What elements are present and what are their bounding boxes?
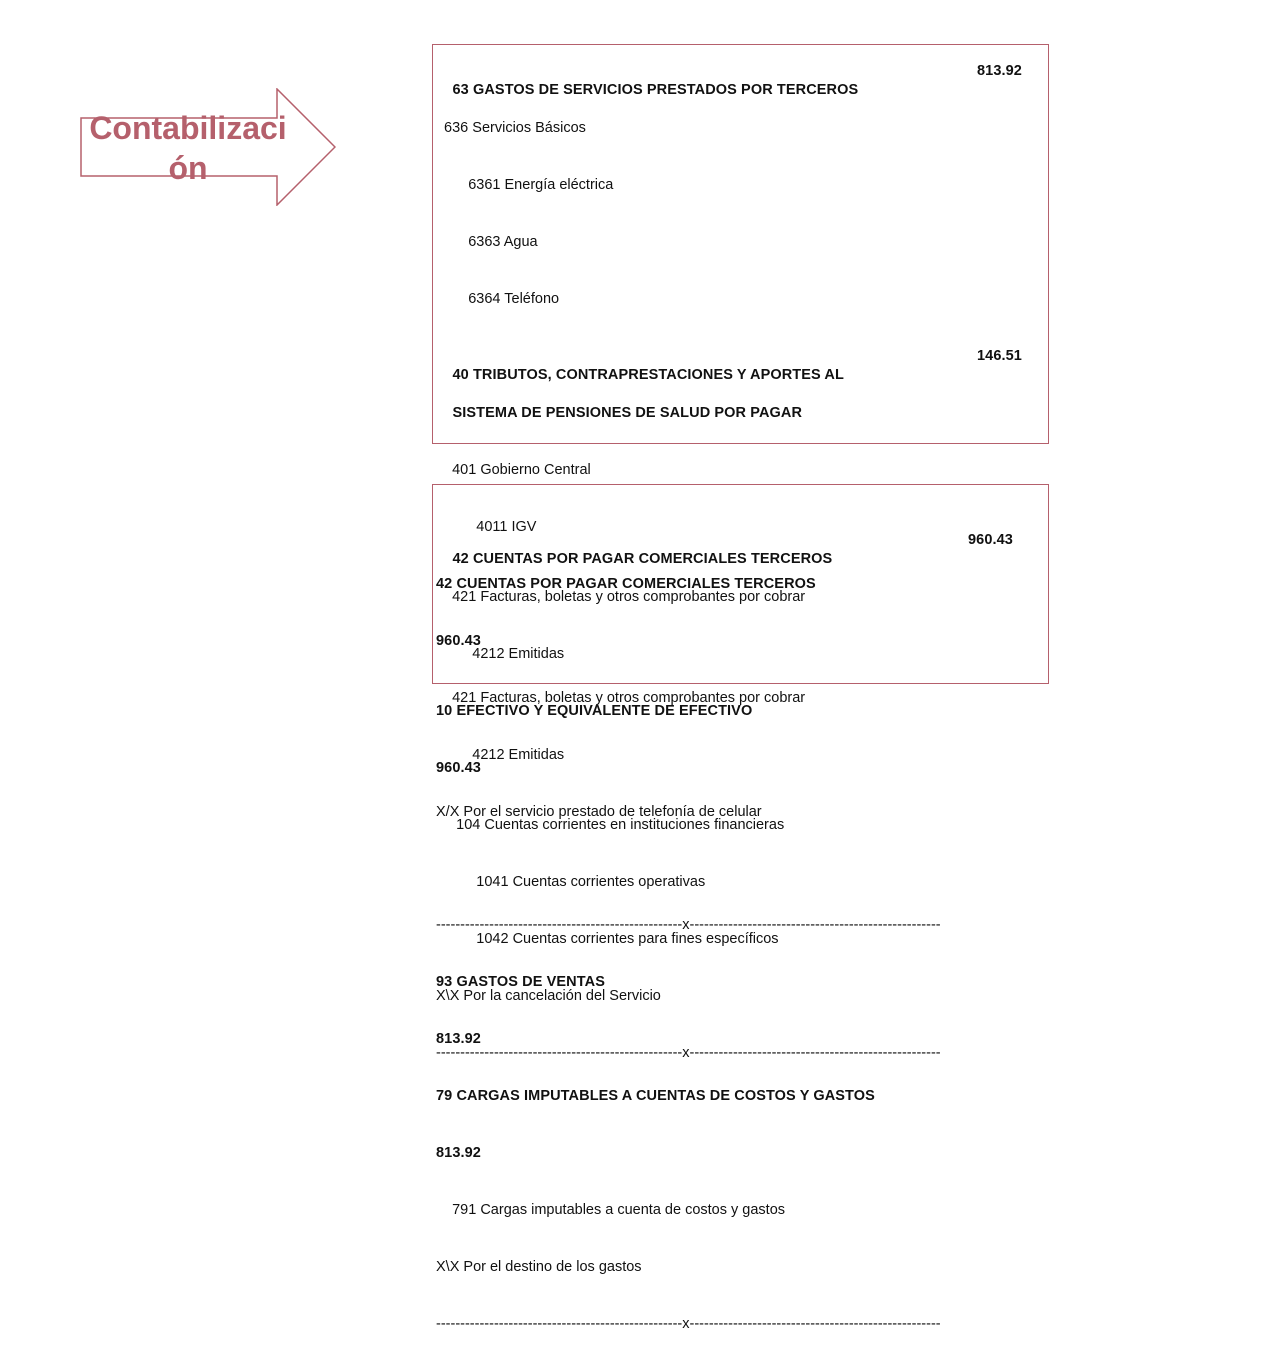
entry-line: X/X Por el servicio prestado de telefonía de celular — [436, 804, 762, 820]
entry-line: 93 GASTOS DE VENTAS — [436, 974, 605, 990]
separator: ---------------------------------------------------x---------------------------------------------------- — [436, 1316, 941, 1332]
entry-line: 10 EFECTIVO Y EQUIVALENTE DE EFECTIVO — [436, 703, 753, 719]
entry-line: 813.92 — [436, 1031, 481, 1047]
entry-line: SISTEMA DE PENSIONES DE SALUD POR PAGAR — [436, 405, 803, 421]
entry-line: 6364 Teléfono — [436, 291, 560, 307]
entry-line — [436, 347, 1022, 383]
entry-line — [436, 62, 1022, 98]
entry-line — [436, 531, 1013, 567]
entry-line: 104 Cuentas corrientes en instituciones financieras — [436, 817, 785, 833]
entry-line: 79 CARGAS IMPUTABLES A CUENTAS DE COSTOS Y GASTOS — [436, 1088, 875, 1104]
entry-line: 636 Servicios Básicos — [436, 120, 586, 136]
separator: ---------------------------------------------------x---------------------------------------------------- — [436, 1045, 941, 1061]
entry-line: 421 Facturas, boletas y otros comprobantes por cobrar — [436, 690, 806, 706]
entry-line: 960.43 — [436, 633, 481, 649]
entry-line: 6361 Energía eléctrica — [436, 177, 614, 193]
entry-line: 960.43 — [436, 760, 481, 776]
entry-line: 401 Gobierno Central — [436, 462, 591, 478]
account-40: 40 TRIBUTOS, CONTRAPRESTACIONES Y APORTES AL — [452, 367, 844, 383]
entry-line: 4212 Emitidas — [436, 646, 565, 662]
entry-line: 4212 Emitidas — [436, 747, 565, 763]
amount-debit-42: 960.43 — [968, 532, 1013, 548]
entry-line: 813.92 — [436, 1145, 481, 1161]
arrow-label-text: Contabilizaci ón — [89, 110, 287, 186]
entry-line: 6363 Agua — [436, 234, 538, 250]
entry-line: 42 CUENTAS POR PAGAR COMERCIALES TERCEROS — [436, 576, 816, 592]
entry-line: 1041 Cuentas corrientes operativas — [436, 874, 706, 890]
entry-line: 4011 IGV — [436, 519, 537, 535]
amount-debit-40: 146.51 — [977, 348, 1022, 364]
separator: ---------------------------------------------------x---------------------------------------------------- — [436, 917, 941, 933]
journal-entry-2 — [436, 493, 1013, 1082]
account-42: 42 CUENTAS POR PAGAR COMERCIALES TERCEROS — [452, 551, 833, 567]
entry-line: 421 Facturas, boletas y otros comprobantes por cobrar — [436, 589, 806, 605]
entry-line: X\X Por el destino de los gastos — [436, 1259, 642, 1275]
entry-line: 1042 Cuentas corrientes para fines específicos — [436, 931, 779, 947]
entry-line: X\X Por la cancelación del Servicio — [436, 988, 661, 1004]
account-63: 63 GASTOS DE SERVICIOS PRESTADOS POR TERCEROS — [452, 82, 859, 98]
entry-line: 791 Cargas imputables a cuenta de costos y gastos — [436, 1202, 786, 1218]
arrow-label — [86, 108, 290, 188]
amount-debit-63: 813.92 — [977, 63, 1022, 79]
